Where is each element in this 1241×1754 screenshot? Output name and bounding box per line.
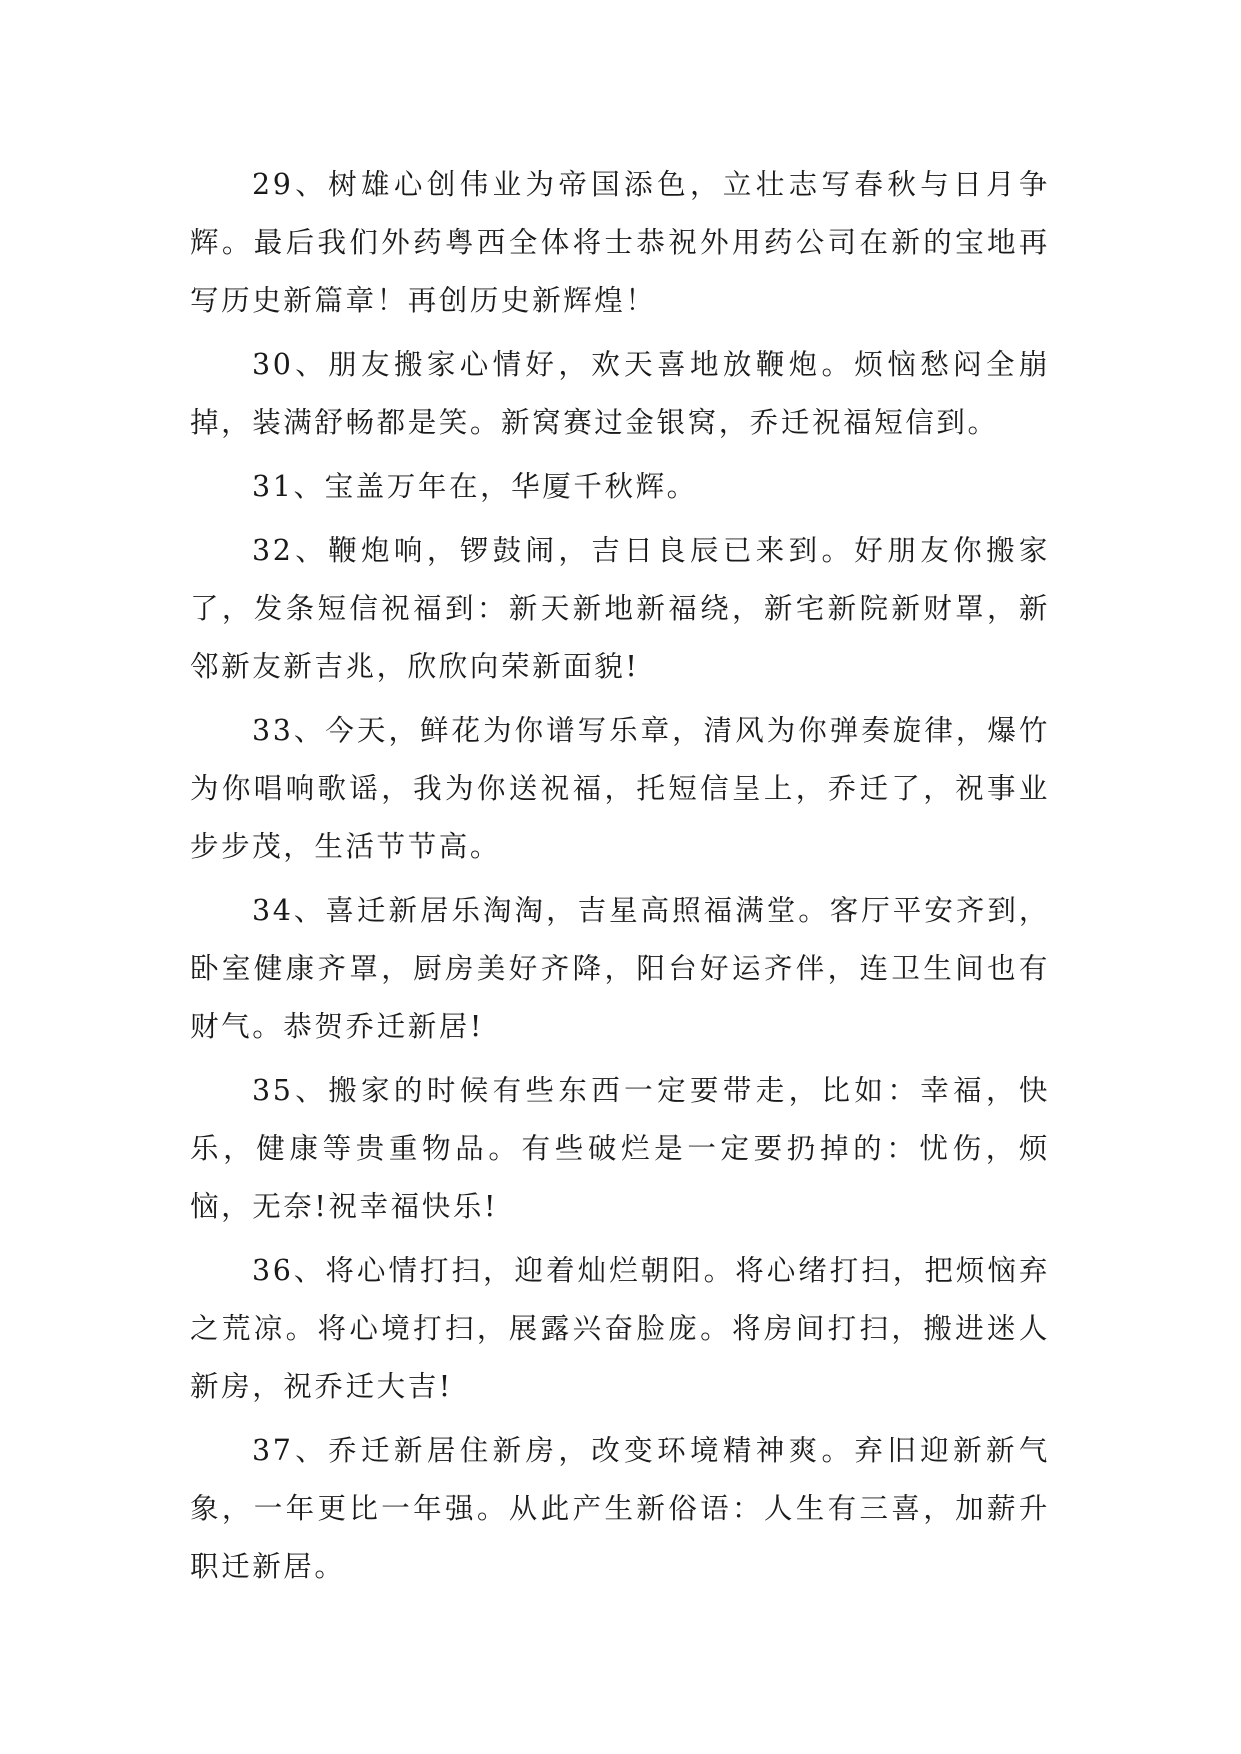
- paragraph-37: 37、乔迁新居住新房，改变环境精神爽。弃旧迎新新气象，一年更比一年强。从此产生新俗语：人生有三喜，加薪升职迁新居。: [190, 1434, 1050, 1583]
- document-body: [190, 156, 1050, 1602]
- paragraph-30: 30、朋友搬家心情好，欢天喜地放鞭炮。烦恼愁闷全崩掉，装满舒畅都是笑。新窝赛过金银窝，乔迁祝福短信到。: [190, 348, 1050, 439]
- paragraph-34: 34、喜迁新居乐淘淘，吉星高照福满堂。客厅平安齐到，卧室健康齐罩，厨房美好齐降，阳台好运齐伴，连卫生间也有财气。恭贺乔迁新居!: [190, 894, 1050, 1043]
- paragraph-35: 35、搬家的时候有些东西一定要带走，比如：幸福，快乐，健康等贵重物品。有些破烂是一定要扔掉的：忧伤，烦恼，无奈!祝幸福快乐!: [190, 1074, 1050, 1223]
- paragraph-32: 32、鞭炮响，锣鼓闹，吉日良辰已来到。好朋友你搬家了，发条短信祝福到：新天新地新福绕，新宅新院新财罩，新邻新友新吉兆，欣欣向荣新面貌!: [190, 534, 1050, 683]
- paragraph-36: 36、将心情打扫，迎着灿烂朝阳。将心绪打扫，把烦恼弃之荒凉。将心境打扫，展露兴奋脸庞。将房间打扫，搬进迷人新房，祝乔迁大吉!: [190, 1254, 1050, 1403]
- paragraph-33: 33、今天，鲜花为你谱写乐章，清风为你弹奏旋律，爆竹为你唱响歌谣，我为你送祝福，托短信呈上，乔迁了，祝事业步步茂，生活节节高。: [190, 714, 1050, 863]
- paragraph-31: 31、宝盖万年在，华厦千秋辉。: [252, 470, 698, 503]
- paragraph-29: 29、树雄心创伟业为帝国添色，立壮志写春秋与日月争辉。最后我们外药粤西全体将士恭祝外用药公司在新的宝地再写历史新篇章！再创历史新辉煌！: [190, 168, 1050, 317]
